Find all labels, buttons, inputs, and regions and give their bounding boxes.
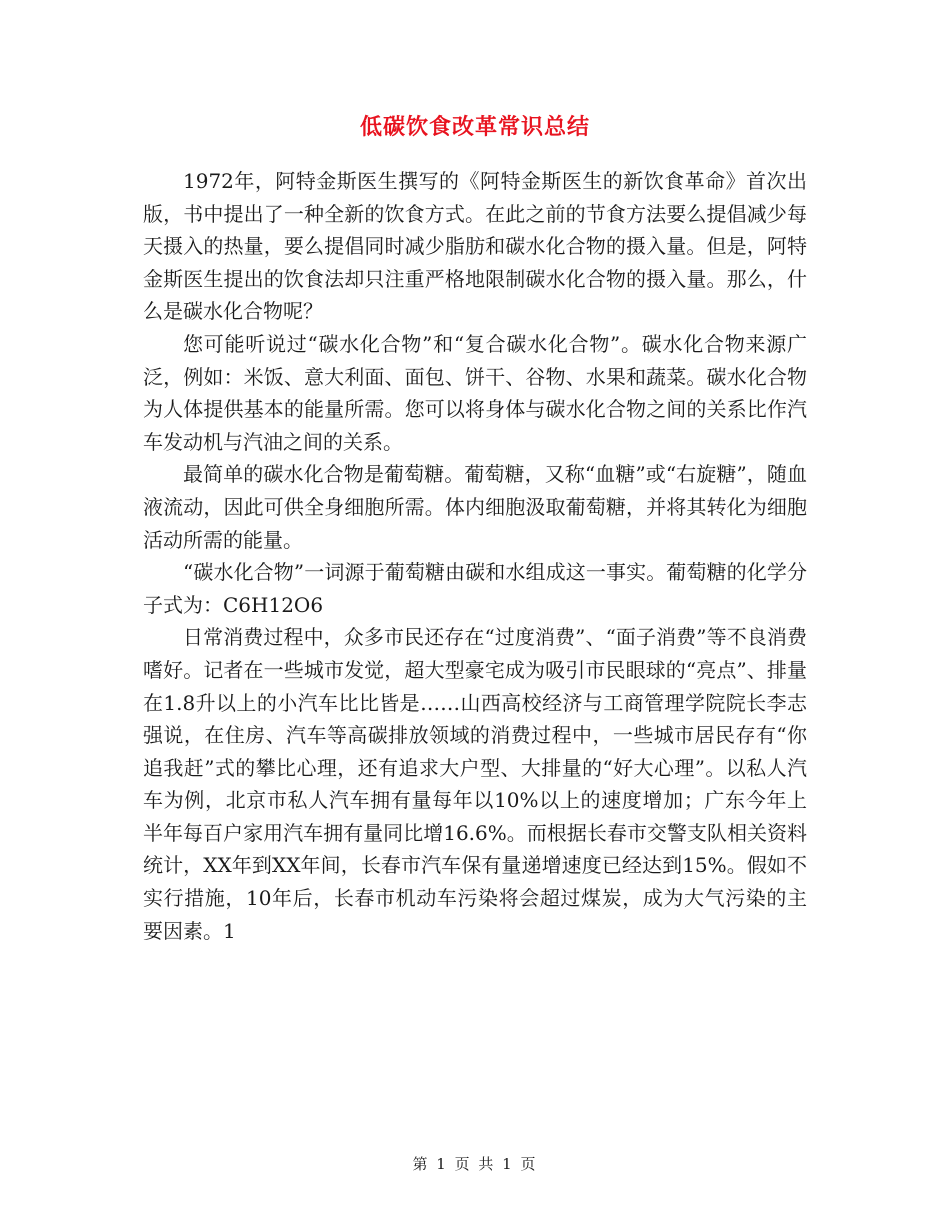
page-number-footer: 第 1 页 共 1 页 [412, 1155, 538, 1173]
paragraph-2: 您可能听说过“碳水化合物”和“复合碳水化合物”。碳水化合物来源广泛，例如：米饭、意大利面、面包、饼干、谷物、水果和蔬菜。碳水化合物为人体提供基本的能量所需。您可以将身体与碳水化合物之间的关系比作汽车发动机与汽油之间的关系。 [143, 331, 807, 454]
paragraph-1: 1972年，阿特金斯医生撰写的《阿特金斯医生的新饮食革命》首次出版，书中提出了一种全新的饮食方式。在此之前的节食方法要么提倡减少每天摄入的热量，要么提倡同时减少脂肪和碳水化合物的摄入量。但是，阿特金斯医生提出的饮食法却只注重严格地限制碳水化合物的摄入量。那么，什么是碳水化合物呢？ [143, 169, 807, 324]
document-body [143, 165, 807, 947]
paragraph-3: 最简单的碳水化合物是葡萄糖。葡萄糖，又称“血糖”或“右旋糖”，随血液流动，因此可供全身细胞所需。体内细胞汲取葡萄糖，并将其转化为细胞活动所需的能量。 [143, 462, 807, 552]
document-title: 低碳饮食改革常识总结 [359, 114, 590, 140]
paragraph-5: 日常消费过程中，众多市民还存在“过度消费”、“面子消费”等不良消费嗜好。记者在一些城市发觉，超大型豪宅成为吸引市民眼球的“亮点”、排量在1.8升以上的小汽车比比皆是……山西高校经济与工商管理学院院长李志强说，在住房、汽车等高碳排放领域的消费过程中，一些城市居民存有“你追我赶”式的攀比心理，还有追求大户型、大排量的“好大心理”。以私人汽车为例，北京市私人汽车拥有量每年以10%以上的速度增加；广东今年上半年每百户家用汽车拥有量同比增16.6%。而根据长春市交警支队相关资料统计，XX年到XX年间，长春市汽车保有量递增速度已经达到15%。假如不实行措施，10年后，长春市机动车污染将会超过煤炭，成为大气污染的主要因素。1 [143, 625, 807, 943]
paragraph-4: “碳水化合物”一词源于葡萄糖由碳和水组成这一事实。葡萄糖的化学分子式为：C6H12O6 [143, 560, 807, 617]
